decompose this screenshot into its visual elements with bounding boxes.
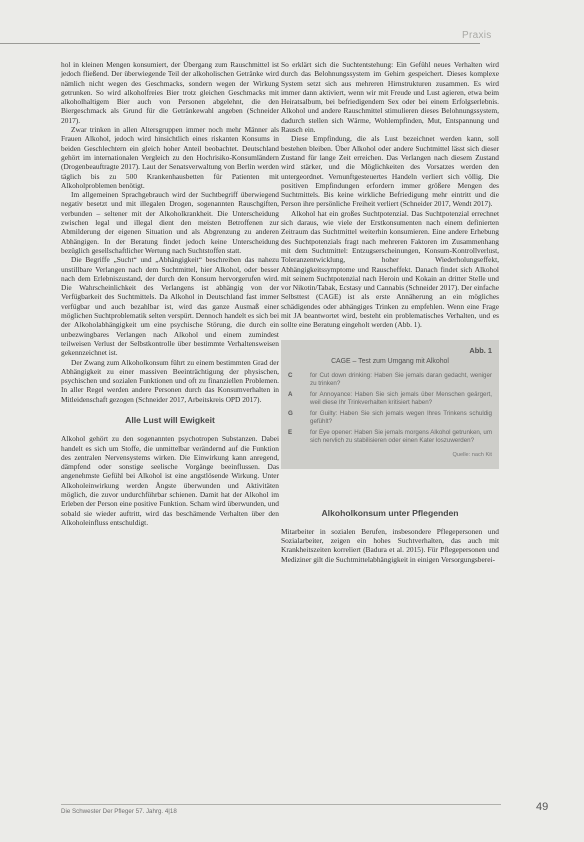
paragraph: Mitarbeiter in sozialen Berufen, insbesondere Pflegepersonen und Sozialarbeiter, zeigen ein hohes Suchtverhalten, das auch mit Krankheitszeiten korreliert (Badura et al. 2015). Für Pflegepersonen und Mediziner gilt die Suchtmittelabhängigkeit in einigen Versorgungsberei- <box>281 526 499 564</box>
cage-question: for Annoyance: Haben Sie sich jemals über Menschen geärgert, weil diese Ihr Trinkverhalten kritisiert haben? <box>310 391 492 407</box>
right-column <box>281 60 499 564</box>
subheading: Alle Lust will Ewigkeit <box>125 414 215 425</box>
cage-question: for Cut down drinking: Haben Sie jemals daran gedacht, weniger zu trinken? <box>310 372 492 388</box>
figure-source: Quelle: nach Kit <box>452 452 492 459</box>
cage-row <box>288 391 492 407</box>
paragraph: Alkohol hat ein großes Suchtpotenzial. Das Suchtpotenzial errechnet sich daraus, wie viele der Erstkonsumenten nach einem definierten Zeitraum das Suchtmittel weiterhin konsumieren. Eine andere Erhebung des Suchtpotenzials fragt nach mehreren Faktoren im Zusammenhang mit dem Suchtmittel: Entzugserscheinungen, Konsum-Kontrollverlust, Toleranzentwicklung, hoher Wiederholungseffekt, Abhängigkeitssymptome und Rauscheffekt. Danach findet sich Alkohol mit seinem Suchtpotenzial nach Heroin und Kokain an dritter Stelle und vor Nikotin/Tabak, Ecstasy und Cannabis (Schneider 2017). Der einfache Selbsttest (CAGE) ist als erste Annäherung an ein mögliches schädigendes oder abhängiges Trinken zu empfehlen. Wenn eine Frage mit JA beantwortet wird, besteht ein problematisches Verhalten, und es sollte eine Beratung eingeholt werden (Abb. 1). <box>281 208 499 330</box>
cage-test-box <box>281 340 499 469</box>
left-column <box>61 60 279 527</box>
header-rule <box>0 43 480 44</box>
cage-row <box>288 372 492 388</box>
footer-rule <box>61 804 501 805</box>
paragraph: Der Zwang zum Alkoholkonsum führt zu einem bestimmten Grad der Abhängigkeit zu einer massiven Beeinträchtigung der physischen, psychischen und sozialen Funktionen und oft zu finanziellen Problemen. In aller Regel werden andere Personen durch das Konsumverhalten in Mitleidenschaft gezogen (Schneider 2017, Arbeitskreis OPD 2017). <box>61 357 279 404</box>
journal-footer: Die Schwester Der Pfleger 57. Jahrg. 4|18 <box>61 808 177 815</box>
paragraph: Alkohol gehört zu den sogenannten psychotropen Substanzen. Dabei handelt es sich um Stoffe, die unmittelbar verändernd auf die Funktion des zentralen Nervensystems wirken. Die Einwirkung kann anregend, dämpfend oder sonstige seelische Vorgänge beeinflussen. Das angenehmste Gefühl bei Alkohol ist eine angstlösende Wirkung. Unter Alkoholeinwirkung werden Ängste überwunden und Aktivitäten möglich, die zuvor undurchführbar schienen. Damit hat der Alkohol im Erleben der Person eine positive Funktion. Scham wird überwunden, und sobald sie wieder auftritt, wird das beschämende Verhalten über den Alkoholeinfluss entschuldigt. <box>61 434 279 527</box>
cage-question: for Guilty: Haben Sie sich jemals wegen Ihres Trinkens schuldig gefühlt? <box>310 410 492 426</box>
paragraph: So erklärt sich die Suchtentstehung: Ein Gefühl neues Verhalten wird durch das Belohnungssystem im Gehirn gespeichert. Dieses komplexe System setzt sich aus mehreren Hirnstrukturen zusammen. Es wird immer dann aktiviert, wenn wir mit Freude und Lust agieren, etwa beim Heiratsalbum, bei befriedigendem Sex oder bei einem Erfolgserlebnis. Alkohol und andere Rauschmittel stimulieren dieses Belohnungssystem, dadurch stellen sich Wärme, Wohlempfinden, Mut, Entspannung und Rausch ein. <box>281 60 499 135</box>
cage-row <box>288 429 492 445</box>
cage-letter: E <box>288 429 293 437</box>
paragraph: Die Begriffe „Sucht“ und „Abhängigkeit“ beschreiben das nahezu unstillbare Verlangen nach dem Suchtmittel, hier Alkohol, oder besser nach dem Erlebniszustand, der durch den Konsum hervorgerufen wird. Die Wahrscheinlichkeit des Verlangens ist abhängig von der Verfügbarkeit des Suchtmittels. Da Alkohol in Deutschland fast immer verfügbar und auch bezahlbar ist, wird das ganze Ausmaß einer möglichen Suchtproblematik selten verspürt. Dennoch handelt es sich bei der Alkoholabhängigkeit um eine psychische Störung, die durch ein unbezwingbares Verlangen nach Alkohol und einem zumindest teilweisen Verlust der Selbstkontrolle über bestimmte Verhaltensweisen gekennzeichnet ist. <box>61 255 279 358</box>
cage-row <box>288 410 492 426</box>
cage-letter: A <box>288 391 293 399</box>
paragraph: Zwar trinken in allen Altersgruppen immer noch mehr Männer als Frauen Alkohol, jedoch wird hinsichtlich eines riskanten Konsums in beiden Geschlechtern ein gleich hoher Anteil beobachtet. Deutschland gehört im internationalen Vergleich zu den Hochrisiko-Konsumländern (Drogenbeauftragte 2017). Laut der Senatsverwaltung von Berlin werden täglich bis zu 500 Krankenhausbetten für Patienten mit Alkoholproblemen benötigt. <box>61 125 279 190</box>
paragraph: hol in kleinen Mengen konsumiert, der Übergang zum Rauschmittel ist jedoch fließend. Der überwiegende Teil der alkoholischen Getränke wird nämlich nicht wegen des Geschmacks, sondern wegen der Wirkung getrunken. So wird alkoholfreies Bier trotz gleichen Geschmacks mit alkoholhaltigem Bier auch von Personen abgelehnt, die den Biergeschmack als Grund für die Getränkewahl angeben (Schneider 2017). <box>61 60 279 125</box>
paragraph: Im allgemeinen Sprachgebrauch wird der Suchtbegriff überwiegend negativ besetzt und mit illegalen Drogen, sogenannten Rauschgiften, verbunden – seltener mit der Alkoholkrankheit. Die Unterscheidung zwischen legal und illegal dient den meisten Betroffenen zur Abmilderung der eigenen Situation und als Abgrenzung zu anderen Abhängigen. In der Beratung findet jedoch keine Unterscheidung bezüglich gesellschaftlicher Wertung nach Suchtstoffen statt. <box>61 190 279 255</box>
paragraph: Diese Empfindung, die als Lust bezeichnet werden kann, soll bestehen bleiben. Über Alkohol oder andere Suchtmittel lässt sich dieser Zustand für lange Zeit erreichen. Das Verlangen nach diesem Zustand wird stärker, und die Möglichkeiten des Vorsatzes werden den untergeordnet. Vernunftgesteuertes Handeln verliert sich völlig. Die positiven Empfindungen erfordern immer größere Mengen des Suchtmittels. Bis keine wirkliche Befriedigung mehr eintritt und die Person ihre persönliche Freiheit verliert (Schneider 2017, Wendt 2017). <box>281 134 499 209</box>
subheading: Alkoholkonsum unter Pflegenden <box>321 507 459 518</box>
cage-question: for Eye opener: Haben Sie jemals morgens Alkohol getrunken, um sich nervlich zu stabilisieren oder einen Kater loszuwerden? <box>310 429 492 445</box>
section-label: Praxis <box>462 30 492 41</box>
figure-title: CAGE – Test zum Umgang mit Alkohol <box>331 357 449 365</box>
cage-letter: G <box>288 410 293 418</box>
figure-label: Abb. 1 <box>469 345 492 355</box>
page-number: 49 <box>536 801 549 813</box>
cage-letter: C <box>288 372 293 380</box>
